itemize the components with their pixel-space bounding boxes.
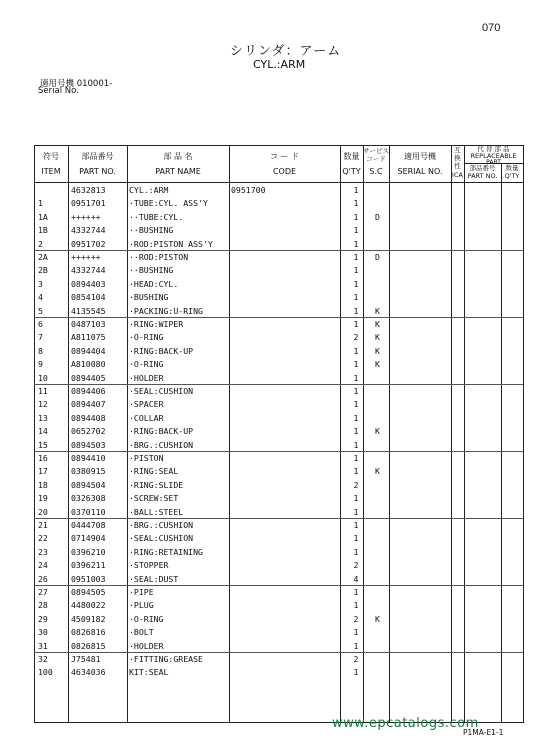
row-part-no: 0894410 (71, 453, 106, 463)
row-part-no: 4634036 (71, 667, 106, 678)
row-code: 0951700 (231, 185, 266, 195)
watermark: www.epcatalogs.com (332, 716, 479, 731)
row-qty: 1 (353, 305, 359, 316)
row-part-no: 4332744 (71, 225, 106, 236)
row-qty: 1 (353, 252, 359, 262)
row-qty: 1 (353, 265, 359, 276)
row-part-name: ·SEAL:CUSHION (129, 386, 194, 396)
table-row (0, 506, 543, 519)
group-separator (34, 384, 523, 385)
row-item: 21 (38, 520, 48, 530)
table-row (0, 559, 543, 572)
table-row (0, 372, 543, 385)
row-qty: 1 (353, 278, 359, 289)
row-item: 9 (38, 359, 43, 370)
row-part-no: ++++++ (71, 252, 101, 262)
row-qty: 1 (353, 359, 359, 370)
row-qty: 1 (353, 453, 359, 463)
table-row (0, 224, 543, 237)
row-qty: 2 (353, 479, 359, 490)
row-item: 15 (38, 439, 48, 450)
row-part-name: ·O-RING (129, 359, 164, 370)
row-qty: 1 (353, 546, 359, 557)
table-row (0, 452, 543, 465)
table-row (0, 653, 543, 666)
row-item: 1 (38, 198, 43, 209)
row-part-name: ·SPACER (129, 399, 164, 410)
row-item: 18 (38, 479, 48, 490)
row-qty: 2 (353, 560, 359, 571)
header-name: PART NAME (155, 167, 201, 176)
row-qty: 4 (353, 573, 359, 584)
row-item: 2B (38, 265, 48, 276)
row-part-name: ·ROD:PISTON ASS'Y (129, 238, 213, 249)
row-item: 1B (38, 225, 48, 236)
table-row (0, 666, 543, 679)
table-row (0, 425, 543, 438)
row-part-no: 0894503 (71, 439, 106, 450)
row-qty: 1 (353, 587, 359, 597)
row-service-code: K (375, 332, 380, 343)
row-item: 30 (38, 627, 48, 638)
row-item: 12 (38, 399, 48, 410)
row-part-no: 0854104 (71, 292, 106, 303)
table-row (0, 331, 543, 344)
row-part-name: ·RING:SEAL (129, 466, 179, 477)
applicable-label: 適用号機 010001- (40, 79, 113, 89)
row-qty: 1 (353, 345, 359, 356)
header-partno-jp: 部品番号 (81, 152, 114, 161)
header-repl-jp: 代 替 部 品 (477, 145, 510, 153)
row-part-no: 0894403 (71, 278, 106, 289)
row-part-no: 4632813 (71, 185, 106, 195)
row-qty: 1 (353, 600, 359, 611)
header-sc: S.C (369, 167, 383, 176)
table-row (0, 573, 543, 586)
row-part-no: 0326308 (71, 493, 106, 504)
row-part-no: 0652702 (71, 426, 106, 437)
row-part-name: ··BUSHING (129, 265, 174, 276)
row-part-name: ·PACKING:U-RING (129, 305, 203, 316)
row-qty: 1 (353, 426, 359, 437)
row-item: 6 (38, 319, 43, 329)
table-row (0, 479, 543, 492)
row-part-no: 0894407 (71, 399, 106, 410)
row-part-name: ·HOLDER (129, 372, 164, 383)
table-row (0, 278, 543, 291)
row-part-name: ·RING:RETAINING (129, 546, 203, 557)
row-part-name: ·BALL:STEEL (129, 506, 184, 517)
row-part-no: 0714904 (71, 533, 106, 544)
table-row (0, 197, 543, 210)
row-part-name: ·RING:SLIDE (129, 479, 184, 490)
row-item: 2A (38, 252, 48, 262)
row-item: 19 (38, 493, 48, 504)
row-part-name: ··TUBE:CYL. (129, 211, 184, 222)
table-row (0, 318, 543, 331)
row-item: 11 (38, 386, 48, 396)
row-part-name: ·SEAL:CUSHION (129, 533, 194, 544)
page-title: CYL.:ARM (253, 58, 306, 71)
header-qty-jp: 数量 (343, 152, 360, 161)
table-row (0, 546, 543, 559)
row-part-name: ·O-RING (129, 613, 164, 624)
row-service-code: K (375, 426, 380, 437)
row-part-name: ·TUBE:CYL. ASS'Y (129, 198, 208, 209)
row-part-no: 0444708 (71, 520, 106, 530)
row-part-no: J75481 (71, 654, 101, 664)
group-separator (34, 250, 523, 251)
table-row (0, 519, 543, 532)
row-qty: 2 (353, 332, 359, 343)
row-part-no: 0396210 (71, 546, 106, 557)
header-code: CODE (272, 167, 297, 176)
table-row (0, 465, 543, 478)
group-separator (34, 652, 523, 653)
table-row (0, 586, 543, 599)
page-title-jp: シリンダ：アーム (230, 44, 342, 59)
row-part-no: 4509182 (71, 613, 106, 624)
row-part-name: ·PIPE (129, 587, 154, 597)
row-part-no: 0951701 (71, 198, 106, 209)
row-part-no: 0380915 (71, 466, 106, 477)
table-row (0, 238, 543, 251)
row-item: 29 (38, 613, 48, 624)
header-repl-partno-jp: 部品番号 (469, 164, 496, 172)
table-row (0, 412, 543, 425)
row-item: 10 (38, 372, 48, 383)
row-service-code: K (375, 359, 380, 370)
row-item: 4 (38, 292, 43, 303)
row-part-name: ·SCREW:SET (129, 493, 179, 504)
row-part-no: 0826815 (71, 640, 106, 651)
row-part-name: ·RING:BACK-UP (129, 426, 194, 437)
header-repl-qty-jp: 数量 (505, 164, 519, 172)
row-part-no: 0487103 (71, 319, 106, 329)
table-row (0, 211, 543, 224)
row-qty: 1 (353, 640, 359, 651)
header-serial-jp: 適用号機 (404, 152, 436, 161)
table-top-border (34, 145, 523, 146)
row-item: 26 (38, 573, 48, 584)
row-part-name: ·BRG.:CUSHION (129, 439, 194, 450)
row-item: 5 (38, 305, 43, 316)
table-row (0, 613, 543, 626)
header-ex-jp-2: 換 (454, 154, 461, 162)
header-serial: SERIAL NO. (397, 167, 443, 176)
header-repl-qty: Q'TY (504, 172, 520, 180)
row-qty: 2 (353, 654, 359, 664)
row-item: 24 (38, 560, 48, 571)
row-qty: 1 (353, 292, 359, 303)
row-item: 17 (38, 466, 48, 477)
table-row (0, 492, 543, 505)
row-service-code: D (375, 211, 380, 222)
row-part-no: 0894504 (71, 479, 106, 490)
page-number: 070 (482, 22, 501, 34)
header-ex-jp-1: 互 (454, 146, 461, 154)
row-qty: 1 (353, 399, 359, 410)
table-row (0, 385, 543, 398)
header-repl: REPLACEABLE (470, 152, 517, 160)
row-qty: 1 (353, 211, 359, 222)
row-item: 16 (38, 453, 48, 463)
row-part-no: 0894404 (71, 345, 106, 356)
row-part-name: ·PLUG (129, 600, 154, 611)
row-part-no: 0826816 (71, 627, 106, 638)
row-item: 22 (38, 533, 48, 544)
row-part-name: ·O-RING (129, 332, 164, 343)
row-item: 7 (38, 332, 43, 343)
row-part-name: ·RING:WIPER (129, 319, 184, 329)
row-item: 20 (38, 506, 48, 517)
group-separator (34, 451, 523, 452)
row-qty: 1 (353, 439, 359, 450)
table-row (0, 345, 543, 358)
row-item: 13 (38, 412, 48, 423)
row-part-name: ·BUSHING (129, 292, 169, 303)
row-qty: 1 (353, 372, 359, 383)
row-qty: 2 (353, 613, 359, 624)
table-row (0, 626, 543, 639)
serial-label: Serial No. (38, 86, 79, 96)
row-service-code: K (375, 613, 380, 624)
row-part-name: ·SEAL:DUST (129, 573, 179, 584)
row-part-no: ++++++ (71, 211, 101, 222)
row-qty: 1 (353, 185, 359, 195)
row-qty: 1 (353, 386, 359, 396)
table-row (0, 398, 543, 411)
header-ex-jp-3: 性 (454, 162, 461, 170)
header-bottom-border (34, 182, 523, 183)
header-item-jp: 符号 (43, 152, 59, 161)
row-qty: 1 (353, 506, 359, 517)
row-qty: 1 (353, 225, 359, 236)
row-part-no: 0894408 (71, 412, 106, 423)
header-code-jp: コ ー ド (269, 152, 300, 161)
row-part-name: ·PISTON (129, 453, 164, 463)
header-sc-jp: サービス (363, 147, 389, 155)
row-part-name: ··BUSHING (129, 225, 174, 236)
row-service-code: D (375, 252, 380, 262)
row-part-name: ·BOLT (129, 627, 154, 638)
row-qty: 1 (353, 493, 359, 504)
row-part-name: KIT:SEAL (129, 667, 169, 678)
table-row (0, 599, 543, 612)
row-part-name: ·HEAD:CYL. (129, 278, 179, 289)
row-qty: 1 (353, 198, 359, 209)
row-qty: 1 (353, 667, 359, 678)
row-part-no: 4135545 (71, 305, 106, 316)
row-part-no: 0894505 (71, 587, 106, 597)
row-part-no: 0951003 (71, 573, 106, 584)
table-row (0, 291, 543, 304)
table-row (0, 264, 543, 277)
table-row (0, 640, 543, 653)
row-part-name: ·HOLDER (129, 640, 164, 651)
row-qty: 1 (353, 520, 359, 530)
row-qty: 1 (353, 533, 359, 544)
header-name-jp: 部 品 名 (163, 152, 193, 161)
row-item: 23 (38, 546, 48, 557)
row-part-no: 0894406 (71, 386, 106, 396)
row-qty: 1 (353, 466, 359, 477)
row-part-name: ·RING:BACK-UP (129, 345, 194, 356)
row-part-no: A811075 (71, 332, 106, 343)
row-part-no: A810080 (71, 359, 106, 370)
row-item: 27 (38, 587, 48, 597)
table-row (0, 532, 543, 545)
row-part-name: ·BRG.:CUSHION (129, 520, 194, 530)
row-part-no: 4480022 (71, 600, 106, 611)
header-sc-jp-2: コード (366, 155, 386, 163)
group-separator (34, 585, 523, 586)
row-item: 28 (38, 600, 48, 611)
footer-code: P1MA-E1-1 (463, 728, 504, 737)
row-item: 100 (38, 667, 53, 678)
row-item: 1A (38, 211, 48, 222)
row-qty: 1 (353, 319, 359, 329)
row-part-no: 0951702 (71, 238, 106, 249)
row-part-no: 0894405 (71, 372, 106, 383)
row-part-name: ·STOPPER (129, 560, 169, 571)
row-part-name: ·FITTING:GREASE (129, 654, 203, 664)
group-separator (34, 317, 523, 318)
header-qty: Q'TY (342, 167, 361, 176)
row-service-code: K (375, 345, 380, 356)
row-qty: 1 (353, 412, 359, 423)
row-item: 8 (38, 345, 43, 356)
row-item: 14 (38, 426, 48, 437)
row-part-name: ·COLLAR (129, 412, 164, 423)
row-service-code: K (375, 319, 380, 329)
header-item: ITEM (41, 167, 61, 176)
header-partno: PART NO. (79, 167, 116, 176)
group-separator (34, 518, 523, 519)
row-item: 31 (38, 640, 48, 651)
header-ex: ICA (452, 171, 463, 179)
table-row (0, 305, 543, 318)
row-qty: 1 (353, 627, 359, 638)
table-row (0, 358, 543, 371)
row-part-name: CYL.:ARM (129, 185, 169, 195)
row-item: 2 (38, 238, 43, 249)
row-qty: 1 (353, 238, 359, 249)
row-part-name: ··ROD:PISTON (129, 252, 189, 262)
table-row (0, 439, 543, 452)
row-item: 3 (38, 278, 43, 289)
row-part-no: 0370110 (71, 506, 106, 517)
table-row (0, 251, 543, 264)
row-part-no: 0396211 (71, 560, 106, 571)
row-item: 32 (38, 654, 48, 664)
row-part-no: 4332744 (71, 265, 106, 276)
row-service-code: K (375, 305, 380, 316)
header-repl-2: PART (486, 159, 501, 166)
row-service-code: K (375, 466, 380, 477)
header-repl-partno: PART NO. (467, 172, 498, 180)
table-row (0, 184, 543, 197)
